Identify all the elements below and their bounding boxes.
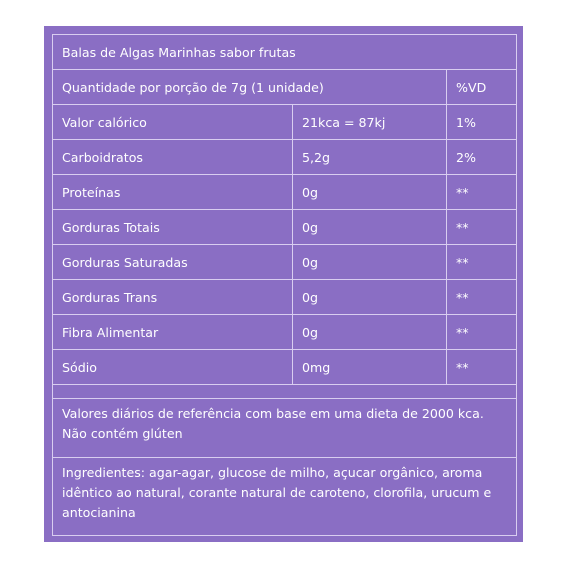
- title-row: [53, 35, 517, 70]
- nutrient-dv: **: [447, 350, 517, 385]
- spacer-row: [53, 385, 517, 399]
- table-row: [53, 175, 517, 210]
- spacer-cell: [53, 385, 517, 399]
- nutrient-amount: 0g: [293, 280, 447, 315]
- table-row: [53, 280, 517, 315]
- reference-note: [53, 399, 517, 458]
- nutrient-name: Sódio: [53, 350, 293, 385]
- nutrient-name: Proteínas: [53, 175, 293, 210]
- dv-header: %VD: [447, 70, 517, 105]
- table-row: [53, 140, 517, 175]
- table-row: [53, 245, 517, 280]
- nutrient-dv: **: [447, 175, 517, 210]
- ingredients-text: Ingredientes: agar-agar, glucose de milho, açucar orgânico, aroma idêntico ao natural, corante natural de caroteno, clorofila, urucum e antocianina: [53, 458, 517, 536]
- nutrient-amount: 0g: [293, 315, 447, 350]
- nutrient-amount: 0g: [293, 210, 447, 245]
- nutrient-name: Gorduras Totais: [53, 210, 293, 245]
- nutrient-name: Carboidratos: [53, 140, 293, 175]
- nutrient-amount: 5,2g: [293, 140, 447, 175]
- header-row: [53, 70, 517, 105]
- nutrient-dv: **: [447, 210, 517, 245]
- reference-note-line2: Não contém glúten: [62, 426, 183, 441]
- table-row: [53, 105, 517, 140]
- nutrient-amount: 0mg: [293, 350, 447, 385]
- reference-note-line1: Valores diários de referência com base em uma dieta de 2000 kca.: [62, 406, 484, 421]
- product-title: Balas de Algas Marinhas sabor frutas: [53, 35, 517, 70]
- nutrient-dv: **: [447, 280, 517, 315]
- nutrient-dv: 1%: [447, 105, 517, 140]
- table-row: [53, 350, 517, 385]
- nutrient-amount: 0g: [293, 175, 447, 210]
- nutrient-dv: **: [447, 245, 517, 280]
- nutrient-name: Fibra Alimentar: [53, 315, 293, 350]
- portion-header: Quantidade por porção de 7g (1 unidade): [53, 70, 447, 105]
- table-row: [53, 210, 517, 245]
- nutrient-name: Gorduras Saturadas: [53, 245, 293, 280]
- nutrient-dv: 2%: [447, 140, 517, 175]
- ingredients-row: [53, 458, 517, 536]
- nutrition-table: [52, 34, 517, 536]
- nutrient-name: Valor calórico: [53, 105, 293, 140]
- nutrient-amount: 0g: [293, 245, 447, 280]
- nutrient-dv: **: [447, 315, 517, 350]
- table-row: [53, 315, 517, 350]
- note-row: [53, 399, 517, 458]
- nutrient-name: Gorduras Trans: [53, 280, 293, 315]
- nutrient-amount: 21kca = 87kj: [293, 105, 447, 140]
